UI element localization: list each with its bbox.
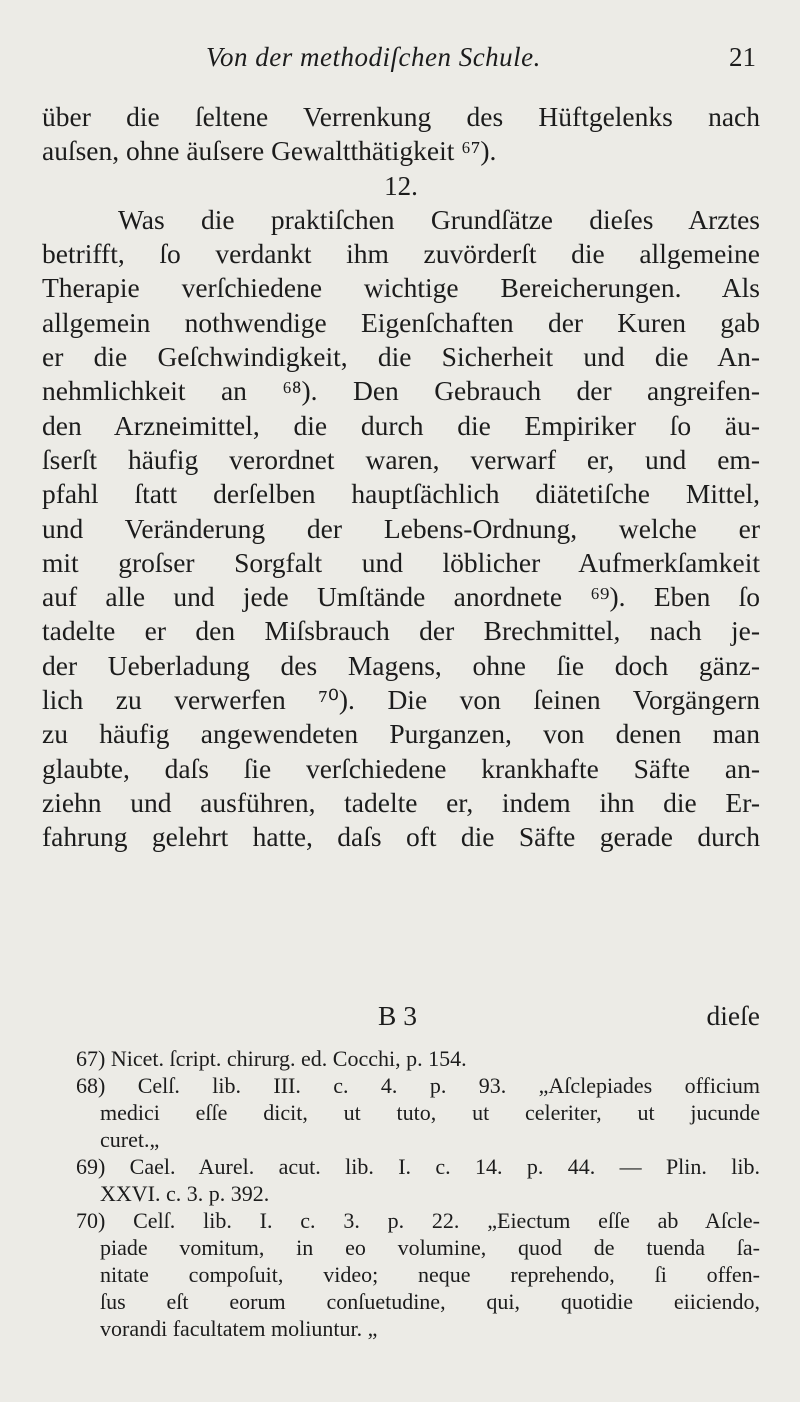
footnote-68 xyxy=(0,1072,800,1153)
text-line: lich zu verwerfen ⁷⁰). Die von ſeinen Vorgängern xyxy=(42,684,760,716)
signature-row xyxy=(42,1000,760,1034)
page-number: 21 xyxy=(729,42,756,72)
footnote-line: medici eſſe dicit, ut tuto, ut celeriter, ut jucunde xyxy=(100,1100,760,1125)
footnote-line: 67) Nicet. ſcript. chirurg. ed. Cocchi, p. 154. xyxy=(76,1046,467,1071)
text-line: mit groſser Sorgfalt und löblicher Aufmerkſamkeit xyxy=(42,546,760,578)
text-line: Was die praktiſchen Grundſätze dieſes Arztes xyxy=(118,203,760,235)
main-text xyxy=(42,100,760,855)
footnote-line: 68) Celſ. lib. III. c. 4. p. 93. „Aſclepiades officium xyxy=(76,1073,760,1098)
text-line: den Arzneimittel, die durch die Empiriker ſo äu- xyxy=(42,409,760,441)
text-line: nehmlichkeit an ⁶⁸). Den Gebrauch der angreifen- xyxy=(42,375,760,407)
text-line: allgemein nothwendige Eigenſchaften der Kuren gab xyxy=(42,306,760,338)
text-line: über die ſeltene Verrenkung des Hüftgelenks nach xyxy=(42,101,760,132)
text-line: fahrung gelehrt hatte, daſs oft die Säfte gerade durch xyxy=(42,821,760,853)
text-line: betrifft, ſo verdankt ihm zuvörderſt die allgemeine xyxy=(42,238,760,270)
text-line: er die Geſchwindigkeit, die Sicherheit und die An- xyxy=(42,341,760,373)
text-line: ziehn und ausführen, tadelte er, indem ihn die Er- xyxy=(42,786,760,818)
text-line: und Veränderung der Lebens-Ordnung, welche er xyxy=(42,512,760,544)
text-line: pfahl ſtatt derſelben hauptſächlich diätetiſche Mittel, xyxy=(42,478,760,510)
footnote-line: curet.„ xyxy=(100,1127,160,1152)
footnote-line: vorandi facultatem moliuntur. „ xyxy=(100,1316,378,1341)
text-line: der Ueberladung des Magens, ohne ſie doch gänz- xyxy=(42,649,760,681)
footnote-line: ſus eſt eorum conſuetudine, qui, quotidie eiiciendo, xyxy=(100,1289,760,1314)
text-line: auf alle und jede Umſtände anordnete ⁶⁹). Eben ſo xyxy=(42,581,760,613)
footnote-line: piade vomitum, in eo volumine, quod de tuenda ſa- xyxy=(100,1235,760,1260)
footnote-line: XXVI. c. 3. p. 392. xyxy=(100,1181,270,1206)
footnotes xyxy=(0,1045,800,1342)
footnote-line: nitate compoſuit, video; neque reprehendo, ſi offen- xyxy=(100,1262,760,1287)
footnote-69 xyxy=(0,1153,800,1207)
footnote-line: 70) Celſ. lib. I. c. 3. p. 22. „Eiectum eſſe ab Aſcle- xyxy=(76,1208,760,1233)
text-line: ſserſt häufig verordnet waren, verwarf er, und em- xyxy=(42,443,760,475)
footnote-70 xyxy=(0,1207,800,1342)
signature-mark: B 3 xyxy=(378,1000,417,1031)
text-line: zu häufig angewendeten Purganzen, von denen man xyxy=(42,718,760,750)
text-line: glaubte, daſs ſie verſchiedene krankhafte Säfte an- xyxy=(42,752,760,784)
running-header xyxy=(0,42,800,82)
text-line: tadelte er den Miſsbrauch der Brechmittel, nach je- xyxy=(42,615,760,647)
footnote-line: 69) Cael. Aurel. acut. lib. I. c. 14. p. 44. — Plin. lib. xyxy=(76,1154,760,1179)
section-number: 12. xyxy=(384,170,418,201)
catchword: dieſe xyxy=(706,1000,760,1031)
footnote-67 xyxy=(0,1045,800,1072)
text-line: auſsen, ohne äuſsere Gewaltthätigkeit ⁶⁷). xyxy=(42,135,497,167)
text-line: Therapie verſchiedene wichtige Bereicherungen. Als xyxy=(42,272,760,304)
running-title: Von der methodiſchen Schule. xyxy=(206,42,541,72)
